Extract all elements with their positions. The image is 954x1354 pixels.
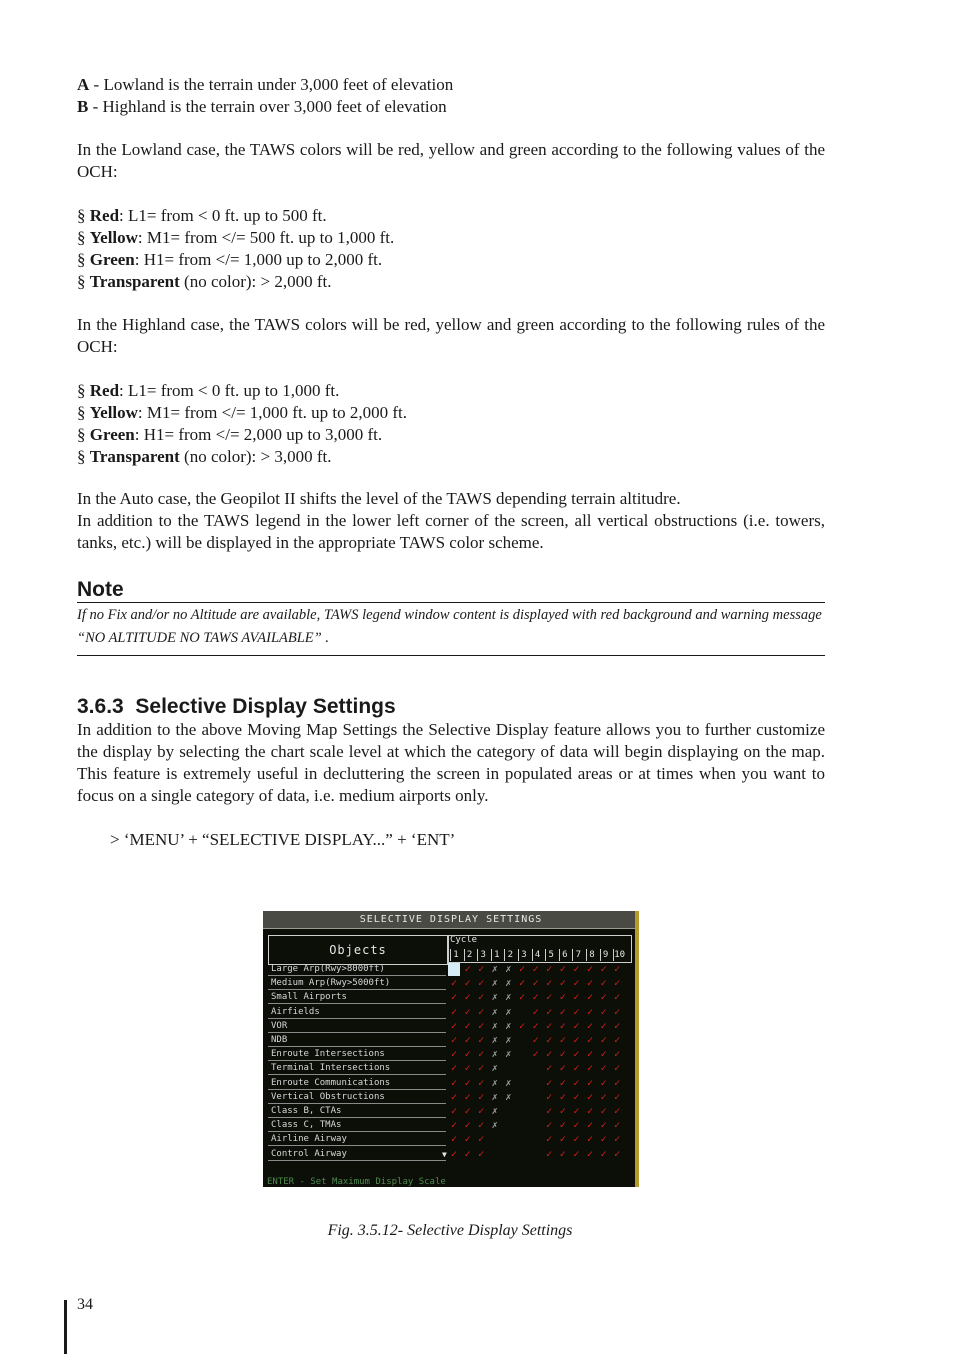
screen-footer: ENTER - Set Maximum Display Scale (267, 1177, 446, 1187)
check-cell[interactable]: ✓ (532, 1020, 539, 1032)
object-name: Medium Arp(Rwy>5000ft) (268, 977, 446, 990)
check-cell[interactable]: ✓ (586, 1006, 594, 1018)
check-cell[interactable]: ✓ (573, 964, 580, 975)
cross-cell[interactable]: ✗ (491, 964, 498, 975)
note-bottom-rule (77, 655, 825, 656)
check-cell[interactable]: ✓ (614, 1006, 621, 1018)
check-cell[interactable]: ✓ (559, 1106, 566, 1117)
auto-case-text: In the Auto case, the Geopilot II shifts the level of the TAWS depending terrain altitudre. (77, 489, 681, 508)
cycle-column-header: 6 (559, 949, 570, 961)
check-cell[interactable]: ✓ (559, 1120, 566, 1132)
check-cell[interactable]: ✓ (586, 978, 594, 990)
check-cell[interactable]: ✓ (614, 1134, 621, 1146)
list-item: § Green: H1= from </= 2,000 up to 3,000 ft. (77, 425, 383, 444)
check-cell[interactable]: ✓ (464, 1063, 471, 1075)
screen-edge (635, 911, 639, 1187)
check-cell[interactable]: ✓ (600, 1035, 607, 1046)
check-cell[interactable]: ✓ (573, 1106, 580, 1117)
cross-cell[interactable]: ✗ (505, 1049, 512, 1061)
check-cell[interactable]: ✓ (600, 1077, 607, 1089)
check-cell[interactable]: ✓ (464, 1049, 471, 1061)
cross-cell[interactable]: ✗ (491, 1035, 498, 1046)
check-cell[interactable]: ✓ (450, 1134, 458, 1146)
check-cell[interactable]: ✓ (573, 992, 580, 1004)
check-cell[interactable]: ✓ (546, 1120, 553, 1132)
table-row[interactable] (268, 1077, 630, 1091)
object-name: Class B, CTAs (268, 1105, 446, 1118)
check-cell[interactable]: ✓ (586, 1106, 594, 1117)
check-cell[interactable]: ✓ (614, 1063, 621, 1075)
object-name: Class C, TMAs (268, 1119, 446, 1132)
check-cell[interactable]: ✓ (478, 1006, 485, 1018)
check-cell[interactable]: ✓ (478, 978, 485, 990)
cycle-column-header: 1 (450, 949, 461, 961)
cross-cell[interactable]: ✗ (491, 1006, 498, 1018)
empty-cell[interactable] (530, 1105, 542, 1118)
cycle-column-header: 7 (572, 949, 583, 961)
check-cell[interactable]: ✓ (573, 1077, 580, 1089)
empty-cell[interactable] (530, 1062, 542, 1075)
check-cell[interactable]: ✓ (559, 1035, 566, 1046)
check-cell[interactable]: ✓ (450, 992, 458, 1004)
lowland-intro: In the Lowland case, the TAWS colors will be red, yellow and green according to the following values of the OCH: (77, 140, 825, 181)
table-row[interactable] (268, 1034, 630, 1048)
table-row[interactable] (268, 1105, 630, 1119)
check-cell[interactable]: ✓ (573, 1091, 580, 1103)
highland-intro: In the Highland case, the TAWS colors will be red, yellow and green according to the following rules of the OCH: (77, 315, 825, 356)
cross-cell[interactable]: ✗ (505, 1006, 512, 1018)
check-cell[interactable]: ✓ (450, 1077, 458, 1089)
empty-cell[interactable] (530, 1091, 542, 1104)
check-cell[interactable]: ✓ (573, 1063, 580, 1075)
check-cell[interactable]: ✓ (573, 1049, 580, 1061)
list-item: § Yellow: M1= from </= 500 ft. up to 1,000 ft. (77, 228, 395, 247)
check-cell[interactable]: ✓ (600, 1063, 607, 1075)
selective-display-screenshot (263, 911, 639, 1187)
check-cell[interactable]: ✓ (478, 1049, 485, 1061)
cross-cell[interactable]: ✗ (505, 978, 512, 990)
figure-caption: Fig. 3.5.12- Selective Display Settings (327, 1222, 573, 1239)
check-cell[interactable]: ✓ (478, 1134, 485, 1146)
cross-cell[interactable]: ✗ (505, 992, 512, 1004)
table-row[interactable] (268, 963, 630, 977)
table-row[interactable] (268, 1133, 630, 1147)
check-cell[interactable]: ✓ (600, 1049, 607, 1061)
table-row[interactable] (268, 1062, 630, 1076)
check-cell[interactable]: ✓ (532, 992, 539, 1004)
check-cell[interactable]: ✓ (559, 978, 566, 990)
check-cell[interactable]: ✓ (586, 964, 594, 975)
empty-cell[interactable] (530, 1148, 542, 1161)
cycle-column-header: 5 (545, 949, 556, 961)
empty-cell[interactable] (516, 1048, 528, 1061)
check-cell[interactable]: ✓ (478, 992, 485, 1004)
check-cell[interactable]: ✓ (478, 1106, 485, 1117)
empty-cell[interactable] (530, 1077, 542, 1090)
check-cell[interactable]: ✓ (586, 1148, 594, 1160)
check-cell[interactable]: ✓ (614, 978, 621, 990)
check-cell[interactable]: ✓ (478, 1077, 485, 1089)
check-cell[interactable]: ✓ (559, 1091, 566, 1103)
section-number: 3.6.3 (77, 695, 124, 718)
list-item: § Green: H1= from </= 1,000 up to 2,000 ft. (77, 250, 383, 269)
check-cell[interactable]: ✓ (600, 1106, 607, 1117)
check-cell[interactable]: ✓ (450, 1106, 458, 1117)
check-cell[interactable]: ✓ (478, 1063, 485, 1075)
page-number: 34 (77, 1296, 93, 1313)
table-row[interactable] (268, 1091, 630, 1105)
empty-cell[interactable] (489, 1148, 501, 1161)
cross-cell[interactable]: ✗ (491, 1063, 498, 1075)
empty-cell[interactable] (516, 1077, 528, 1090)
cycle-column-header: 8 (586, 949, 597, 961)
table-row[interactable] (268, 977, 630, 991)
check-cell[interactable]: ✓ (586, 992, 594, 1004)
check-cell[interactable]: ✓ (478, 1148, 485, 1160)
check-cell[interactable]: ✓ (600, 1148, 607, 1160)
highland-list (77, 380, 825, 468)
check-cell[interactable]: ✓ (546, 992, 553, 1004)
cross-cell[interactable]: ✗ (491, 1120, 498, 1132)
cycle-column-header: 9 (600, 949, 611, 961)
check-cell[interactable]: ✓ (450, 1120, 458, 1132)
page-margin-bar (64, 1300, 67, 1354)
table-row[interactable] (268, 1148, 630, 1162)
table-row[interactable] (268, 1020, 630, 1034)
check-cell[interactable]: ✓ (450, 1006, 458, 1018)
cycle-header (448, 935, 632, 963)
empty-cell[interactable] (516, 1133, 528, 1146)
list-item: § Red: L1= from < 0 ft. up to 1,000 ft. (77, 381, 340, 400)
check-cell[interactable]: ✓ (573, 978, 580, 990)
cross-cell[interactable]: ✗ (491, 1091, 498, 1103)
check-cell[interactable]: ✓ (532, 978, 539, 990)
object-name: Large Arp(Rwy>8000ft) (268, 963, 446, 976)
note-title: Note (77, 578, 124, 601)
empty-cell[interactable] (502, 1105, 514, 1118)
object-name: Airfields (268, 1006, 446, 1019)
table-row[interactable] (268, 1006, 630, 1020)
check-cell[interactable]: ✓ (614, 1091, 621, 1103)
table-row[interactable] (268, 1048, 630, 1062)
cross-cell[interactable]: ✗ (505, 1091, 512, 1103)
cycle-column-header: 4 (532, 949, 543, 961)
scroll-down-icon[interactable]: ▼ (442, 1149, 447, 1159)
check-cell[interactable]: ✓ (559, 964, 566, 975)
check-cell[interactable]: ✓ (600, 1120, 607, 1132)
empty-cell[interactable] (502, 1062, 514, 1075)
check-cell[interactable]: ✓ (600, 992, 607, 1004)
check-cell[interactable]: ✓ (450, 1020, 458, 1032)
check-cell[interactable]: ✓ (559, 1148, 566, 1160)
check-cell[interactable]: ✓ (600, 1006, 607, 1018)
list-item: § Transparent (no color): > 2,000 ft. (77, 272, 332, 291)
check-cell[interactable]: ✓ (464, 992, 471, 1004)
empty-cell[interactable] (502, 1148, 514, 1161)
check-cell[interactable]: ✓ (518, 964, 526, 975)
object-name: Airline Airway (268, 1133, 446, 1146)
selected-cell[interactable] (448, 963, 460, 976)
check-cell[interactable]: ✓ (532, 964, 539, 975)
check-cell[interactable]: ✓ (478, 964, 485, 975)
list-item: § Transparent (no color): > 3,000 ft. (77, 447, 332, 466)
check-cell[interactable]: ✓ (478, 1035, 485, 1046)
empty-cell[interactable] (516, 1119, 528, 1132)
check-cell[interactable]: ✓ (546, 1091, 553, 1103)
cross-cell[interactable]: ✗ (491, 978, 498, 990)
check-cell[interactable]: ✓ (464, 1091, 471, 1103)
check-cell[interactable]: ✓ (614, 1120, 621, 1132)
check-cell[interactable]: ✓ (614, 1148, 621, 1160)
def-b: B - Highland is the terrain over 3,000 feet of elevation (77, 97, 447, 116)
cross-cell[interactable]: ✗ (491, 1106, 498, 1117)
check-cell[interactable]: ✓ (478, 1120, 485, 1132)
cross-cell[interactable]: ✗ (491, 1049, 498, 1061)
check-cell[interactable]: ✓ (573, 1148, 580, 1160)
check-cell[interactable]: ✓ (546, 1049, 553, 1061)
empty-cell[interactable] (516, 1105, 528, 1118)
check-cell[interactable]: ✓ (464, 1077, 471, 1089)
check-cell[interactable]: ✓ (586, 1091, 594, 1103)
check-cell[interactable]: ✓ (559, 1077, 566, 1089)
check-cell[interactable]: ✓ (600, 1134, 607, 1146)
cycle-column-header: 2 (464, 949, 475, 961)
check-cell[interactable]: ✓ (546, 1035, 553, 1046)
empty-cell[interactable] (516, 1034, 528, 1047)
list-item: § Red: L1= from < 0 ft. up to 500 ft. (77, 206, 327, 225)
check-cell[interactable]: ✓ (586, 1063, 594, 1075)
check-cell[interactable]: ✓ (586, 1134, 594, 1146)
empty-cell[interactable] (516, 1148, 528, 1161)
empty-cell[interactable] (516, 1091, 528, 1104)
check-cell[interactable]: ✓ (532, 1035, 539, 1046)
section-title: Selective Display Settings (135, 695, 396, 718)
check-cell[interactable]: ✓ (559, 1063, 566, 1075)
empty-cell[interactable] (530, 1133, 542, 1146)
check-cell[interactable]: ✓ (450, 1049, 458, 1061)
check-cell[interactable]: ✓ (559, 1020, 566, 1032)
cycle-column-header: 10 (614, 950, 626, 960)
check-cell[interactable]: ✓ (546, 1006, 553, 1018)
check-cell[interactable]: ✓ (586, 1120, 594, 1132)
table-row[interactable] (268, 1119, 630, 1133)
cross-cell[interactable]: ✗ (505, 1077, 512, 1089)
section-heading (77, 695, 825, 719)
check-cell[interactable]: ✓ (573, 1120, 580, 1132)
check-cell[interactable]: ✓ (614, 964, 621, 975)
check-cell[interactable]: ✓ (546, 1020, 553, 1032)
object-name: Small Airports (268, 991, 446, 1004)
check-cell[interactable]: ✓ (600, 1020, 607, 1032)
check-cell[interactable]: ✓ (573, 1020, 580, 1032)
empty-cell[interactable] (502, 1133, 514, 1146)
check-cell[interactable]: ✓ (614, 1035, 621, 1046)
cross-cell[interactable]: ✗ (491, 1020, 498, 1032)
cross-cell[interactable]: ✗ (491, 992, 498, 1004)
check-cell[interactable]: ✓ (614, 1049, 621, 1061)
check-cell[interactable]: ✓ (450, 1063, 458, 1075)
check-cell[interactable]: ✓ (532, 1006, 539, 1018)
check-cell[interactable]: ✓ (464, 1134, 471, 1146)
check-cell[interactable]: ✓ (478, 1020, 485, 1032)
check-cell[interactable]: ✓ (586, 1077, 594, 1089)
cycle-column-header: 2 (504, 949, 515, 961)
cross-cell[interactable]: ✗ (505, 1035, 512, 1046)
check-cell[interactable]: ✓ (559, 1049, 566, 1061)
cycle-column-header: 1 (491, 949, 502, 961)
check-cell[interactable]: ✓ (464, 1120, 471, 1132)
check-cell[interactable]: ✓ (450, 978, 458, 990)
def-a: A - Lowland is the terrain under 3,000 feet of elevation (77, 75, 454, 94)
check-cell[interactable]: ✓ (559, 1134, 566, 1146)
object-name: NDB (268, 1034, 446, 1047)
vertical-obstructions-text: In addition to the TAWS legend in the lower left corner of the screen, all vertical obstructions (i.e. towers, tanks, etc.) will be displayed in the appropriate TAWS color scheme. (77, 511, 825, 552)
check-cell[interactable]: ✓ (464, 1035, 471, 1046)
empty-cell[interactable] (489, 1133, 501, 1146)
check-cell[interactable]: ✓ (464, 978, 471, 990)
check-cell[interactable]: ✓ (464, 1006, 471, 1018)
check-cell[interactable]: ✓ (573, 1134, 580, 1146)
check-cell[interactable]: ✓ (450, 1091, 458, 1103)
check-cell[interactable]: ✓ (546, 1077, 553, 1089)
check-cell[interactable]: ✓ (586, 1020, 594, 1032)
note-body: If no Fix and/or no Altitude are available, TAWS legend window content is displayed with red background and warning message “NO ALTITUDE NO TAWS AVAILABLE” . (77, 607, 822, 646)
cycle-label: Cycle (450, 935, 478, 945)
check-cell[interactable]: ✓ (559, 992, 566, 1004)
check-cell[interactable]: ✓ (586, 1035, 594, 1046)
check-cell[interactable]: ✓ (450, 1035, 458, 1046)
cross-cell[interactable]: ✗ (491, 1077, 498, 1089)
objects-header: Objects (268, 935, 448, 965)
object-name: VOR (268, 1020, 446, 1033)
check-cell[interactable]: ✓ (464, 964, 471, 975)
check-cell[interactable]: ✓ (464, 1148, 471, 1160)
object-name: Terminal Intersections (268, 1062, 446, 1075)
check-cell[interactable]: ✓ (559, 1006, 566, 1018)
check-cell[interactable]: ✓ (546, 964, 553, 975)
table-row[interactable] (268, 991, 630, 1005)
cross-cell[interactable]: ✗ (505, 964, 512, 975)
check-cell[interactable]: ✓ (600, 978, 607, 990)
object-name: Vertical Obstructions (268, 1091, 446, 1104)
check-cell[interactable]: ✓ (532, 1049, 539, 1061)
check-cell[interactable]: ✓ (546, 1063, 553, 1075)
check-cell[interactable]: ✓ (464, 1106, 471, 1117)
check-cell[interactable]: ✓ (546, 1134, 553, 1146)
empty-cell[interactable] (502, 1119, 514, 1132)
check-cell[interactable]: ✓ (518, 992, 526, 1004)
cycle-column-header: 3 (518, 949, 529, 961)
check-cell[interactable]: ✓ (546, 978, 553, 990)
note-box (77, 578, 825, 656)
empty-cell[interactable] (516, 1062, 528, 1075)
section-body: In addition to the above Moving Map Settings the Selective Display feature allows you to further customize the display by selecting the chart scale level at which the category of data will begin displaying on the map. This feature is extremely useful in decluttering the screen in populated areas or at times when you want to focus on a single category of data, i.e. medium airports only. (77, 720, 825, 805)
check-cell[interactable]: ✓ (518, 1020, 526, 1032)
check-cell[interactable]: ✓ (478, 1091, 485, 1103)
object-name: Enroute Intersections (268, 1048, 446, 1061)
check-cell[interactable]: ✓ (586, 1049, 594, 1061)
check-cell[interactable]: ✓ (614, 992, 621, 1004)
check-cell[interactable]: ✓ (450, 1148, 458, 1160)
check-cell[interactable]: ✓ (546, 1106, 553, 1117)
check-cell[interactable]: ✓ (546, 1148, 553, 1160)
menu-command: > ‘MENU’ + “SELECTIVE DISPLAY...” + ‘ENT’ (110, 830, 456, 849)
object-name: Control Airway (268, 1148, 446, 1161)
cross-cell[interactable]: ✗ (505, 1020, 512, 1032)
check-cell[interactable]: ✓ (614, 1020, 621, 1032)
check-cell[interactable]: ✓ (614, 1077, 621, 1089)
object-name: Enroute Communications (268, 1077, 446, 1090)
check-cell[interactable]: ✓ (573, 1035, 580, 1046)
list-item: § Yellow: M1= from </= 1,000 ft. up to 2,000 ft. (77, 403, 408, 422)
lowland-list (77, 205, 825, 293)
check-cell[interactable]: ✓ (600, 1091, 607, 1103)
empty-cell[interactable] (530, 1119, 542, 1132)
check-cell[interactable]: ✓ (464, 1020, 471, 1032)
check-cell[interactable]: ✓ (518, 978, 526, 990)
check-cell[interactable]: ✓ (600, 964, 607, 975)
check-cell[interactable]: ✓ (614, 1106, 621, 1117)
check-cell[interactable]: ✓ (573, 1006, 580, 1018)
cycle-column-header: 3 (477, 949, 488, 961)
empty-cell[interactable] (516, 1006, 528, 1019)
terrain-definitions (77, 74, 825, 118)
screen-title: SELECTIVE DISPLAY SETTINGS (263, 911, 639, 929)
